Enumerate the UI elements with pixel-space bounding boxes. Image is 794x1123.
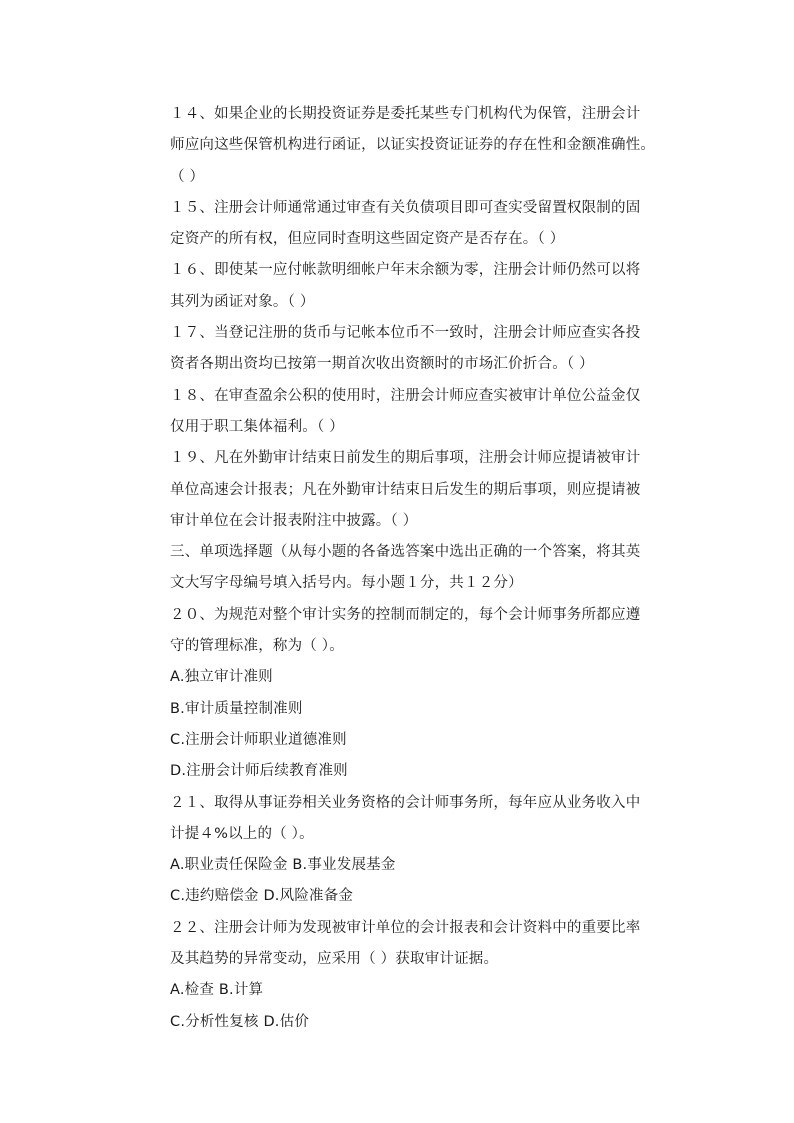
q21-options-cd: C.违约赔偿金 D.风险准备金 bbox=[170, 888, 354, 905]
q15-line-2: 定资产的所有权，但应同时查明这些固定资产是否存在。（ ） bbox=[170, 231, 565, 248]
q22-options-ab: A.检查 B.计算 bbox=[170, 982, 264, 999]
section-heading-line-2: 文大写字母编号填入括号内。每小题１分，共１２分） bbox=[170, 575, 523, 592]
q18-line-2: 仅用于职工集体福利。（ ） bbox=[170, 418, 344, 435]
document-page bbox=[170, 99, 656, 1038]
q19-line-3: 审计单位在会计报表附注中披露。（ ） bbox=[170, 512, 418, 529]
q16-line-2: 其列为函证对象。（ ） bbox=[170, 293, 315, 310]
q20-option-c: C.注册会计师职业道德准则 bbox=[170, 731, 347, 748]
q20-option-d: D.注册会计师后续教育准则 bbox=[170, 763, 348, 780]
q18-line-1: １８、在审查盈余公积的使用时，注册会计师应查实被审计单位公益金仅 bbox=[170, 387, 641, 404]
q21-line-1: ２１、取得从事证券相关业务资格的会计师事务所，每年应从业务收入中 bbox=[170, 794, 641, 811]
q20-line-1: ２０、为规范对整个审计实务的控制而制定的，每个会计师事务所都应遵 bbox=[170, 606, 641, 623]
q22-options-cd: C.分析性复核 D.估价 bbox=[170, 1013, 310, 1030]
q17-line-2: 资者各期出资均已按第一期首次收出资额时的市场汇价折合。（ ） bbox=[170, 356, 594, 373]
q14-line-1: １４、如果企业的长期投资证券是委托某些专门机构代为保管，注册会计 bbox=[170, 106, 641, 122]
q14-line-2: 师应向这些保管机构进行函证，以证实投资证证券的存在性和金额准确性。 bbox=[170, 137, 656, 154]
q17-line-1: １７、当登记注册的货币与记帐本位币不一致时，注册会计师应查实各投 bbox=[170, 325, 641, 342]
q20-line-2: 守的管理标准，称为（ ）。 bbox=[170, 638, 344, 655]
q22-line-1: ２２、注册会计师为发现被审计单位的会计报表和会计资料中的重要比率 bbox=[170, 919, 641, 936]
q21-line-2: 计提４%以上的（ ）。 bbox=[170, 825, 314, 842]
q14-answer-blank: （ ） bbox=[170, 168, 205, 185]
q20-option-b: B.审计质量控制准则 bbox=[170, 700, 303, 717]
q15-line-1: １５、注册会计师通常通过审查有关负债项目即可查实受留置权限制的固 bbox=[170, 199, 641, 216]
q19-line-2: 单位高速会计报表；凡在外勤审计结束日后发生的期后事项，则应提请被 bbox=[170, 481, 641, 498]
section-heading-line-1: 三、单项选择题（从每小题的各备选答案中选出正确的一个答案，将其英 bbox=[170, 544, 641, 561]
q22-line-2: 及其趋势的异常变动，应采用（ ）获取审计证据。 bbox=[170, 951, 499, 968]
q19-line-1: １９、凡在外勤审计结束日前发生的期后事项，注册会计师应提请被审计 bbox=[170, 450, 641, 467]
q21-options-ab: A.职业责任保险金 B.事业发展基金 bbox=[170, 857, 396, 874]
q20-option-a: A.独立审计准则 bbox=[170, 669, 273, 686]
q16-line-1: １６、即使某一应付帐款明细帐户年末余额为零，注册会计师仍然可以将 bbox=[170, 262, 641, 279]
